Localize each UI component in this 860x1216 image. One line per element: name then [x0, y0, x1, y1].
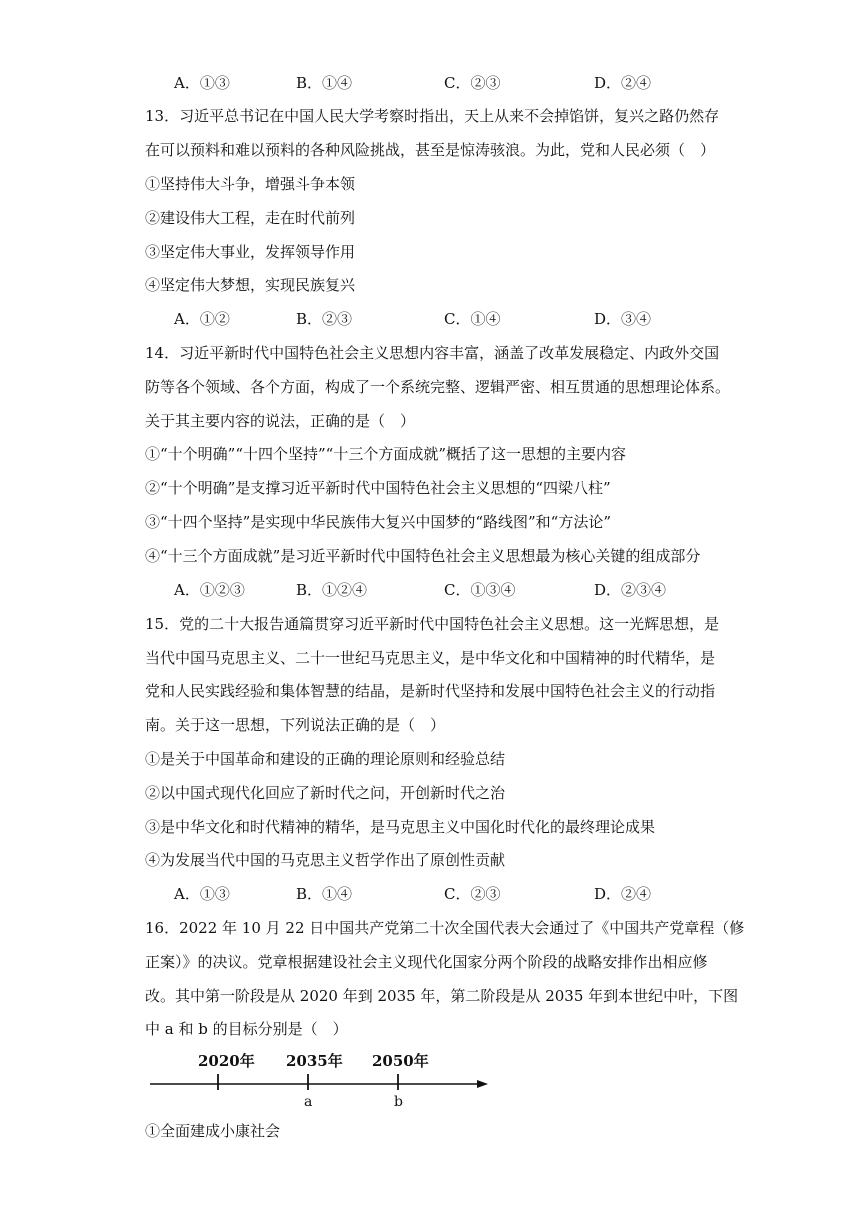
q14-statement-2: ②“十个明确”是支撑习近平新时代中国特色社会主义思想的“四梁八柱” [145, 479, 611, 497]
q15-statement-3: ③是中华文化和时代精神的精华，是马克思主义中国化时代化的最终理论成果 [145, 818, 656, 836]
q14-stem-line-1: 14．习近平新时代中国特色社会主义思想内容丰富，涵盖了改革发展稳定、内政外交国 [145, 344, 720, 362]
timeline-arrow-head [477, 1080, 488, 1088]
q14-statement-4: ④“十三个方面成就”是习近平新时代中国特色社会主义思想最为核心关键的组成部分 [145, 547, 701, 565]
q13-options [174, 308, 734, 330]
q15-option-a[interactable]: A．①③ [174, 885, 230, 903]
q14-option-c[interactable]: C．①③④ [444, 581, 516, 599]
q13-statement-1: ①坚持伟大斗争，增强斗争本领 [145, 175, 356, 193]
q14-statement-3: ③“十四个坚持”是实现中华民族伟大复兴中国梦的“路线图”和“方法论” [145, 513, 612, 531]
q16-timeline-figure [148, 1046, 493, 1110]
q14-options [174, 579, 734, 601]
q15-statement-4: ④为发展当代中国的马克思主义哲学作出了原创性贡献 [145, 851, 506, 869]
q15-stem-line-2: 当代中国马克思主义、二十一世纪马克思主义，是中华文化和中国精神的时代精华，是 [145, 649, 716, 667]
q15-option-b[interactable]: B．①④ [296, 885, 353, 903]
q12-option-c[interactable]: C．②③ [444, 74, 501, 92]
q14-stem-line-2: 防等各个领域、各个方面，构成了一个系统完整、逻辑严密、相互贯通的思想理论体系。 [145, 378, 731, 396]
q12-option-d[interactable]: D．②④ [594, 74, 652, 92]
timeline-mark-b: b [394, 1094, 403, 1110]
q14-statement-1: ①“十个明确”“十四个坚持”“十三个方面成就”概括了这一思想的主要内容 [145, 445, 627, 463]
q15-option-d[interactable]: D．②④ [594, 885, 652, 903]
q16-stem-line-1: 16．2022 年 10 月 22 日中国共产党第二十次全国代表大会通过了《中国共产党章程（修 [145, 919, 745, 937]
timeline-year-2035: 2035年 [286, 1052, 343, 1070]
q15-option-c[interactable]: C．②③ [444, 885, 501, 903]
q16-statement-1: ①全面建成小康社会 [145, 1122, 281, 1140]
q14-option-d[interactable]: D．②③④ [594, 581, 667, 599]
q12-options [174, 72, 734, 94]
q13-option-c[interactable]: C．①④ [444, 310, 501, 328]
q12-option-a[interactable]: A．①③ [174, 74, 230, 92]
q14-stem-line-3: 关于其主要内容的说法，正确的是（ ） [145, 412, 416, 430]
timeline-year-2020: 2020年 [198, 1052, 255, 1070]
q15-statement-2: ②以中国式现代化回应了新时代之问，开创新时代之治 [145, 784, 506, 802]
q16-stem-line-4: 中 a 和 b 的目标分别是（ ） [145, 1020, 348, 1038]
timeline-year-2050: 2050年 [372, 1052, 429, 1070]
q13-statement-4: ④坚定伟大梦想，实现民族复兴 [145, 276, 356, 294]
q16-stem-line-2: 正案）》的决议。党章根据建设社会主义现代化国家分两个阶段的战略安排作出相应修 [145, 953, 708, 971]
q13-option-a[interactable]: A．①② [174, 310, 230, 328]
q13-option-b[interactable]: B．②③ [296, 310, 353, 328]
q15-stem-line-1: 15．党的二十大报告通篇贯穿习近平新时代中国特色社会主义思想。这一光辉思想，是 [145, 615, 720, 633]
q14-option-b[interactable]: B．①②④ [296, 581, 368, 599]
q13-stem-line-2: 在可以预料和难以预料的各种风险挑战，甚至是惊涛骇浪。为此，党和人民必须（ ） [145, 141, 716, 159]
q16-stem-line-3: 改。其中第一阶段是从 2020 年到 2035 年，第二阶段是从 2035 年到本世纪中叶，下图 [145, 987, 739, 1005]
q15-stem-line-4: 南。关于这一思想，下列说法正确的是（ ） [145, 716, 446, 734]
q13-statement-2: ②建设伟大工程，走在时代前列 [145, 209, 356, 227]
q13-statement-3: ③坚定伟大事业，发挥领导作用 [145, 243, 356, 261]
q15-stem-line-3: 党和人民实践经验和集体智慧的结晶，是新时代坚持和发展中国特色社会主义的行动指 [145, 682, 716, 700]
q15-statement-1: ①是关于中国革命和建设的正确的理论原则和经验总结 [145, 750, 506, 768]
q13-stem-line-1: 13．习近平总书记在中国人民大学考察时指出，天上从来不会掉馅饼，复兴之路仍然存 [145, 107, 720, 125]
q12-option-b[interactable]: B．①④ [296, 74, 353, 92]
timeline-mark-a: a [304, 1094, 313, 1110]
q13-option-d[interactable]: D．③④ [594, 310, 652, 328]
q15-options [174, 883, 734, 905]
q14-option-a[interactable]: A．①②③ [174, 581, 245, 599]
